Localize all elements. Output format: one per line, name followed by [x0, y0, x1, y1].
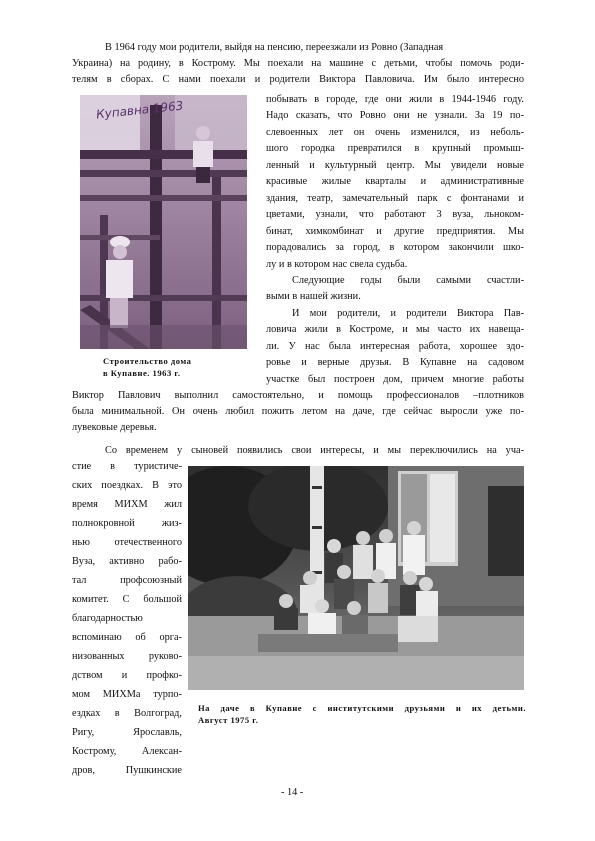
dacha-group-photo [188, 466, 524, 690]
text-line: дров, Пушкинские [72, 765, 182, 776]
photo-caption: Строительство дома [103, 356, 192, 366]
text-line: лу и в котором нас свела судьба. [266, 259, 408, 270]
text-line: здания, театр, замечательный парк с фонтанами и [266, 193, 524, 204]
text-line: мом МИХМа турпо- [72, 689, 182, 700]
page-number: - 14 - [281, 787, 304, 798]
text-line: Со временем у сыновей появились свои интересы, и мы переключились на уча- [105, 445, 524, 456]
text-line: лувековые деревья. [72, 422, 157, 433]
text-line: время МИХМ жил [72, 499, 182, 510]
photo-caption: в Купавне. 1963 г. [103, 368, 181, 378]
text-line: дством и профко- [72, 670, 182, 681]
text-line: комитет. С большой [72, 594, 182, 605]
text-line: порадовались за город, в котором закончили шко- [266, 242, 524, 253]
text-line: шого городка превратился в крупный промыш- [266, 143, 524, 154]
text-line: Виктор Павлович выполнил самостоятельно, и помощь профессионалов –плотников [72, 390, 524, 401]
text-line: Вуза, активно рабо- [72, 556, 182, 567]
text-line: нью отечественного [72, 537, 182, 548]
handwritten-annotation: Купавна 1963 [95, 98, 184, 122]
text-line: благодарностью [72, 613, 143, 624]
text-line: ровье и верные друзья. В Купавне на садовом [266, 357, 524, 368]
text-line: низованных руково- [72, 651, 182, 662]
text-line: побывать в городе, где они жили в 1944-1946 году. [266, 94, 524, 105]
text-line: ездках в Волгоград, [72, 708, 182, 719]
text-line: Украина) на родину, в Кострому. Мы поехали на машине с детьми, чтобы помочь роди- [72, 58, 524, 69]
text-line: ленный и культурный центр. Мы увидели новые [266, 160, 524, 171]
text-line: цветами, узнали, что работают 3 вуза, льноком- [266, 209, 524, 220]
text-line: участке был построен дом, причем многие работы [266, 374, 524, 385]
house-construction-photo [80, 95, 247, 349]
photo-caption: Август 1975 г. [198, 715, 259, 725]
text-line: бинат, химкомбинат и другие предприятия. Мы [266, 226, 524, 237]
text-line: ских поездках. В это [72, 480, 182, 491]
text-line: ли. У нас была интересная работа, хорошее здо- [266, 341, 524, 352]
text-line: тал профсоюзный [72, 575, 182, 586]
text-line: красивые жилые кварталы и административные [266, 176, 524, 187]
text-line: Следующие годы были самыми счастли- [292, 275, 524, 286]
text-line: И мои родители, и родители Виктора Пав- [292, 308, 524, 319]
text-line: Ригу, Ярославль, [72, 727, 182, 738]
text-line: выми в нашей жизни. [266, 291, 361, 302]
text-line: ловича жили в Костроме, и мы часто их навеща- [266, 324, 524, 335]
text-line: была минимальной. Он очень любил пожить летом на даче, где сейчас выросли уже по- [72, 406, 524, 417]
text-line: слевоенных лет он очень изменился, из неболь- [266, 127, 524, 138]
text-line: полнокровной жиз- [72, 518, 182, 529]
text-line: Кострому, Алексан- [72, 746, 182, 757]
text-line: стие в туристиче- [72, 461, 182, 472]
text-line: вспоминаю об орга- [72, 632, 182, 643]
text-line: В 1964 году мои родители, выйдя на пенсию, переезжали из Ровно (Западная [105, 42, 444, 53]
text-line: Надо сказать, что Ровно они не узнали. За 19 по- [266, 110, 524, 121]
text-line: телям в сборах. С нами поехали и родители Виктора Павловича. Им было интересно [72, 74, 524, 85]
photo-caption: На даче в Купавне с институтскими друзьями и их детьми. [198, 703, 526, 713]
